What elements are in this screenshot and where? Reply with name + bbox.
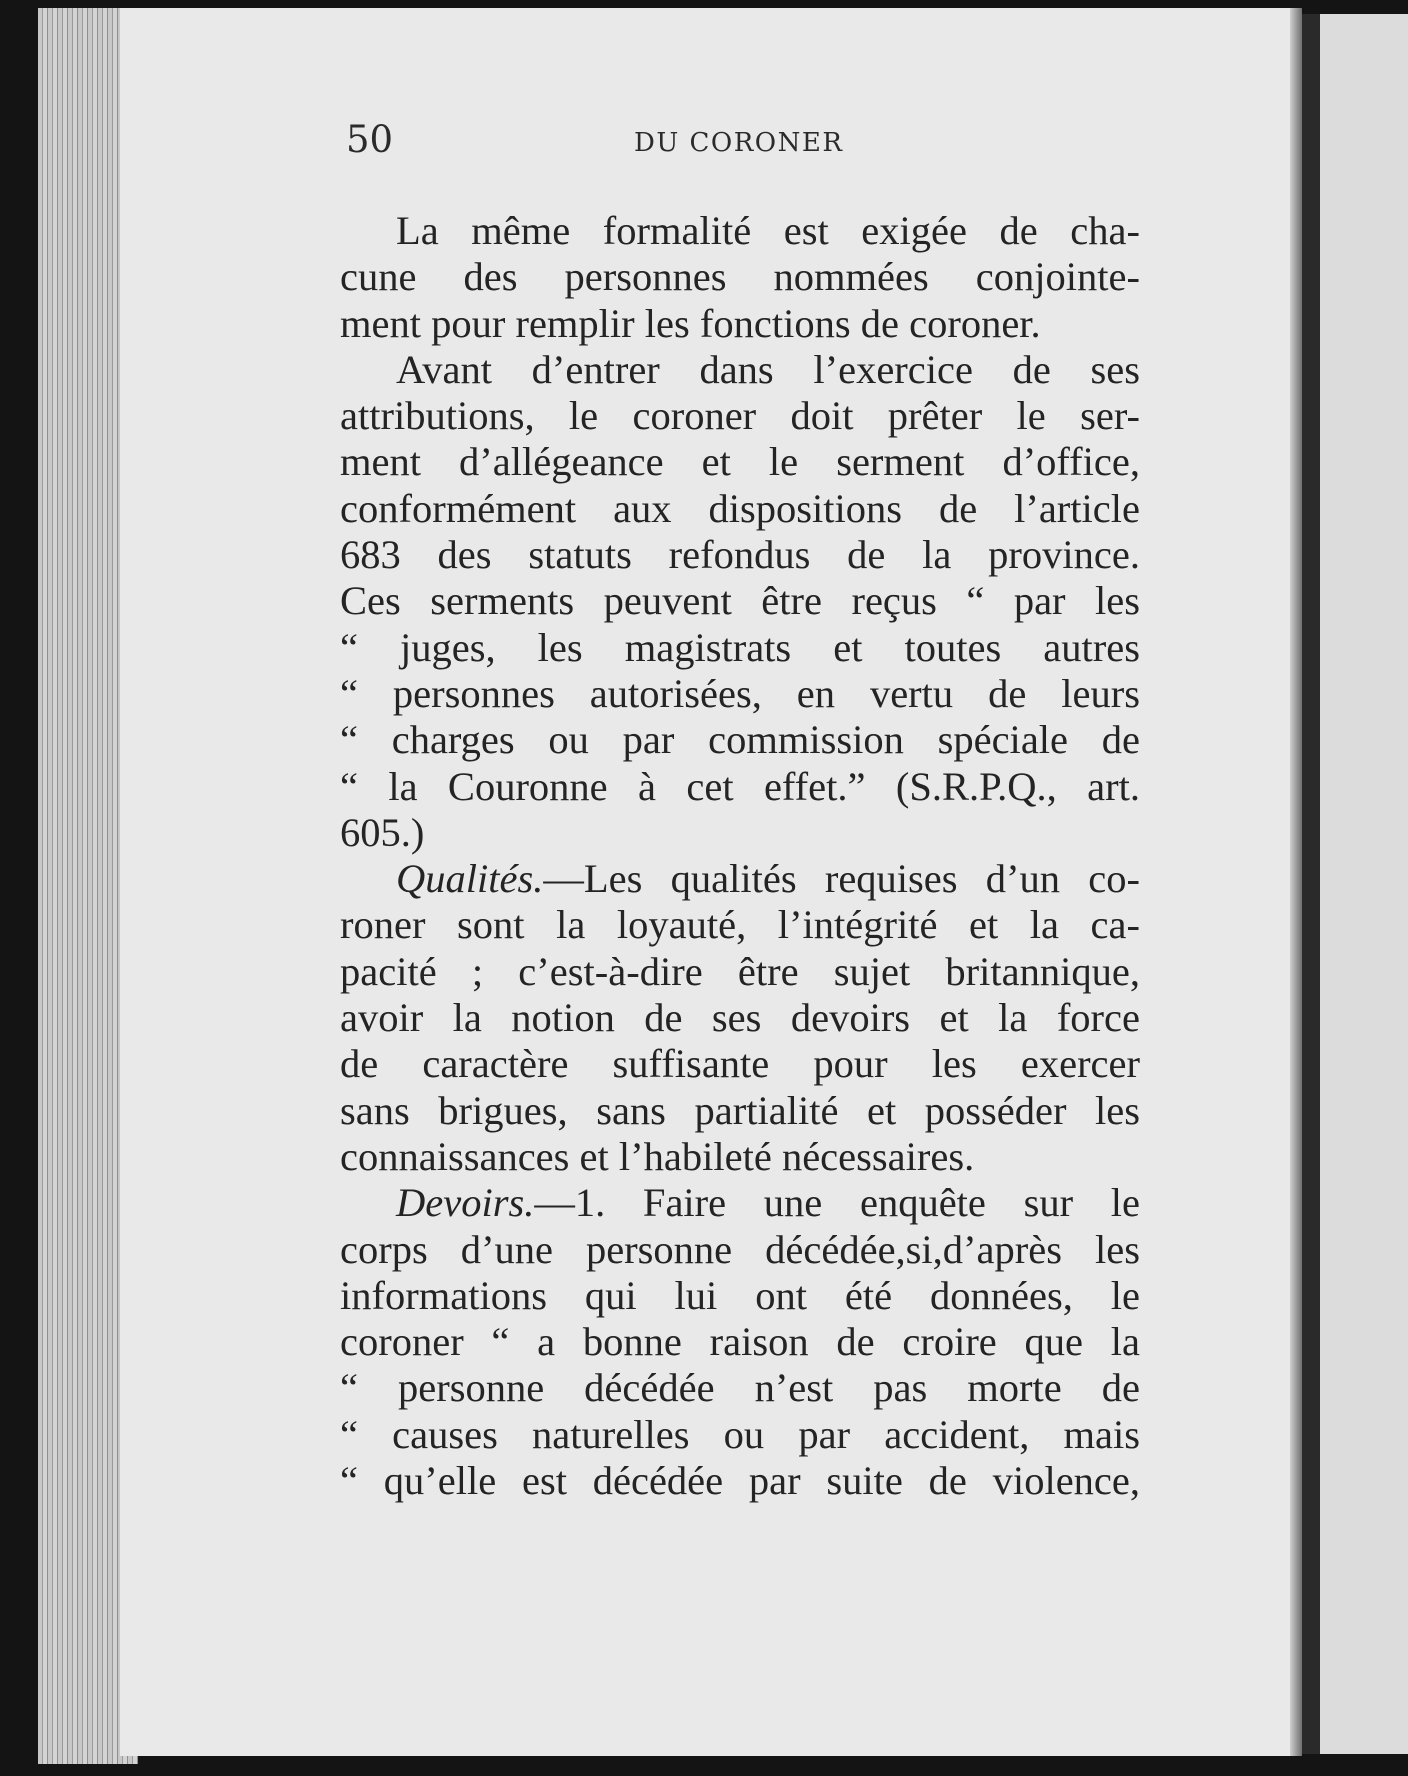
text-line: “ charges ou par commission spéciale de <box>340 717 1140 763</box>
text-line: “ personne décédée n’est pas morte de <box>340 1365 1140 1411</box>
text-line: “ qu’elle est décédée par suite de violence, <box>340 1458 1140 1504</box>
text-fragment: —Les qualités requises d’un co- <box>543 856 1140 902</box>
body-text <box>340 208 1140 1504</box>
text-line-devoirs <box>340 1180 1140 1226</box>
text-line: “ juges, les magistrats et toutes autres <box>340 624 1140 670</box>
text-line-qualites <box>340 856 1140 902</box>
text-line: coroner “ a bonne raison de croire que la <box>340 1319 1140 1365</box>
page-header <box>222 118 1142 168</box>
text-line: cune des personnes nommées conjointe- <box>340 254 1140 300</box>
text-line: La même formalité est exigée de cha- <box>396 208 1140 253</box>
text-line: “ personnes autorisées, en vertu de leurs <box>340 670 1140 716</box>
qualites-heading: Qualités. <box>396 856 544 902</box>
text-line: connaissances et l’habileté nécessaires. <box>340 1133 975 1179</box>
text-line: conformément aux dispositions de l’article <box>340 485 1140 531</box>
running-head: DU CORONER <box>634 128 844 158</box>
adjacent-page-edge <box>1320 14 1408 1754</box>
text-line: ment pour remplir les fonctions de coroner. <box>340 300 1041 346</box>
text-line: pacité ; c’est-à-dire être sujet britannique, <box>340 948 1140 994</box>
text-line: informations qui lui ont été données, le <box>340 1272 1140 1318</box>
text-line: sans brigues, sans partialité et posséder les <box>340 1087 1140 1133</box>
text-line: de caractère suffisante pour les exercer <box>340 1041 1140 1087</box>
text-line: 683 des statuts refondus de la province. <box>340 532 1140 578</box>
text-line: “ la Couronne à cet effet.” (S.R.P.Q., art. <box>340 763 1140 809</box>
text-line: 605.) <box>340 809 425 855</box>
text-line: avoir la notion de ses devoirs et la force <box>340 995 1140 1041</box>
text-line: Ces serments peuvent être reçus “ par les <box>340 578 1140 624</box>
text-line: “ causes naturelles ou par accident, mais <box>340 1411 1140 1457</box>
text-line: roner sont la loyauté, l’intégrité et la ca- <box>340 902 1140 948</box>
text-line: attributions, le coroner doit prêter le ser- <box>340 393 1140 439</box>
text-line: ment d’allégeance et le serment d’office, <box>340 439 1140 485</box>
text-line: Avant d’entrer dans l’exercice de ses <box>396 346 1140 392</box>
book-gutter <box>1302 14 1320 1754</box>
text-line: corps d’une personne décédée,si,d’après les <box>340 1226 1140 1272</box>
page-number: 50 <box>346 118 394 161</box>
text-fragment: —1. Faire une enquête sur le <box>534 1180 1140 1226</box>
devoirs-heading: Devoirs. <box>396 1180 535 1226</box>
